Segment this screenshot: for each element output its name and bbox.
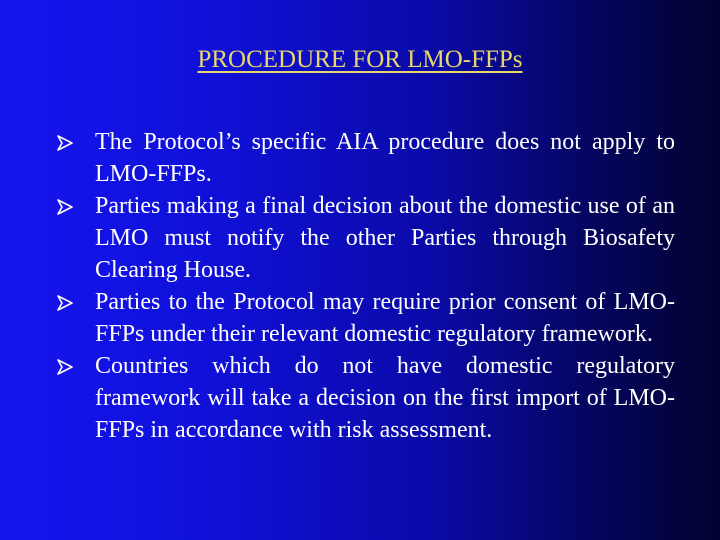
bullet-text: Countries which do not have domestic regulatory framework will take a decision on the first import of LMO-FFPs in accordance with risk assessment. [95,353,675,443]
bullet-item [55,350,675,446]
slide-title: PROCEDURE FOR LMO-FFPs [197,46,523,73]
bullet-text: Parties to the Protocol may require prior consent of LMO-FFPs under their relevant domestic regulatory framework. [95,289,675,347]
arrowhead-bullet-icon [55,287,77,317]
bullet-item [55,126,675,190]
bullet-item [55,286,675,350]
arrowhead-bullet-icon [55,351,77,381]
arrowhead-bullet-icon [55,191,77,221]
bullet-item [55,190,675,286]
bullet-text: Parties making a final decision about the domestic use of an LMO must notify the other Parties through Biosafety Clearing House. [95,193,675,283]
bullet-list [55,126,675,446]
arrowhead-bullet-icon [55,127,77,157]
bullet-text: The Protocol’s specific AIA procedure does not apply to LMO-FFPs. [95,129,675,187]
